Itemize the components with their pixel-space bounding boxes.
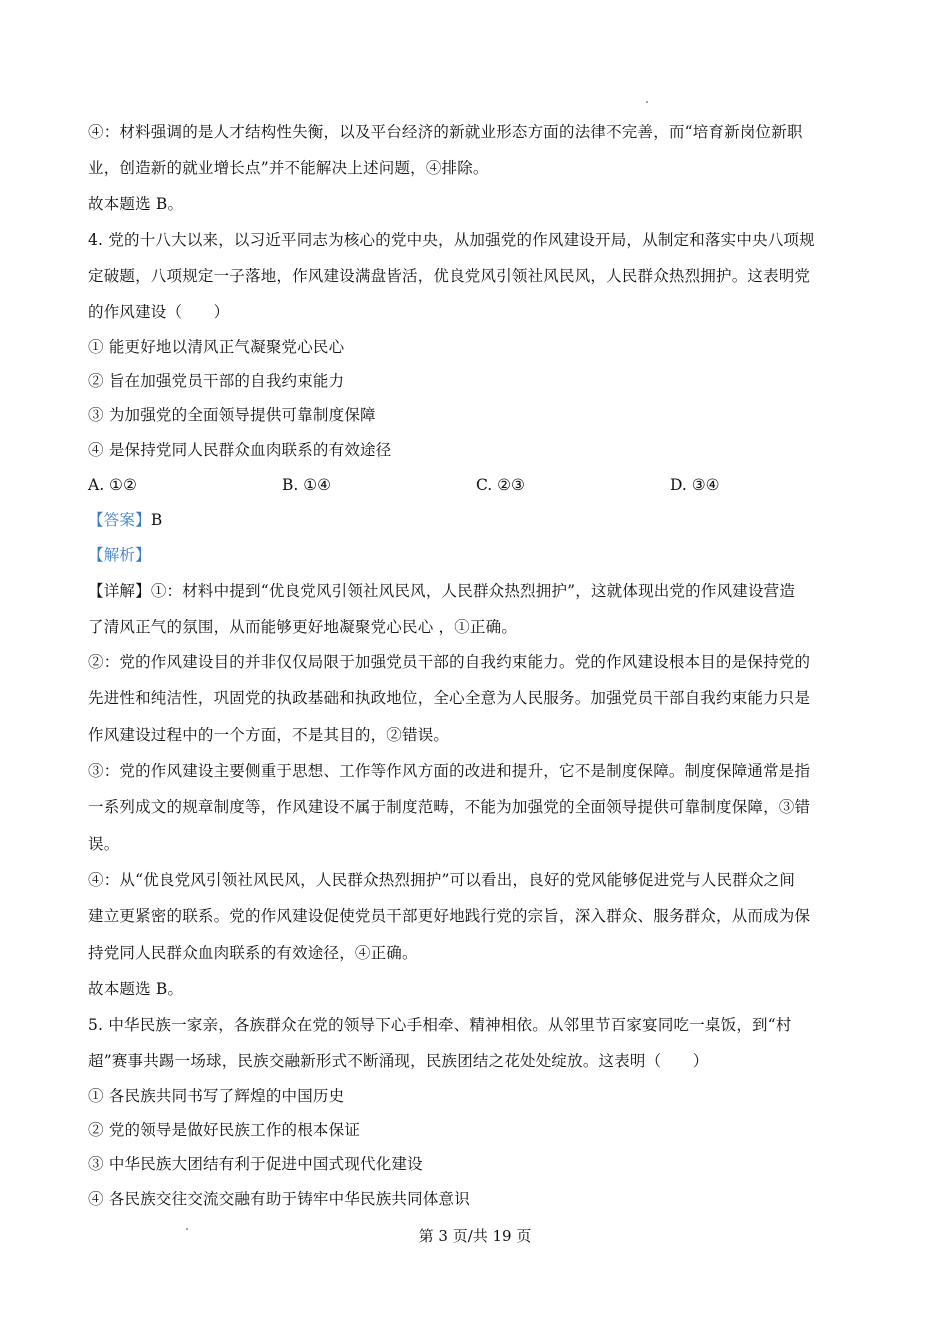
q4-answer — [88, 510, 863, 530]
answer-value: B — [150, 511, 163, 529]
q4-detail-1-line2: 了清风正气的氛围，从而能够更好地凝聚党心民心 ，①正确。 — [88, 618, 518, 636]
q4-option-d: D. ③④ — [670, 476, 720, 494]
q5-stem-line2: 超”赛事共踢一场球，民族交融新形式不断涌现，民族团结之花处处绽放。这表明（ ） — [88, 1052, 709, 1070]
q5-item-2: ② 党的领导是做好民族工作的根本保证 — [88, 1121, 361, 1139]
q4-detail-1-line1 — [88, 581, 863, 601]
analysis-tag: 【解析】 — [88, 546, 151, 564]
page-footer: 第 3 页/共 19 页 — [418, 1227, 532, 1245]
q4-option-c: C. ②③ — [476, 476, 525, 494]
scan-dot — [646, 101, 648, 103]
q4-detail-2-line3: 作风建设过程中的一个方面，不是其目的，②错误。 — [88, 726, 450, 744]
q5-item-3: ③ 中华民族大团结有利于促进中国式现代化建设 — [88, 1155, 423, 1173]
q4-analysis — [88, 545, 863, 565]
q4-stem-line1: 4. 党的十八大以来，以习近平同志为核心的党中央，从加强党的作风建设开局，从制定和落实中央八项规 — [88, 231, 815, 249]
q4-item-1: ① 能更好地以清风正气凝聚党心民心 — [88, 338, 345, 356]
prev-item4-line2: 业，创造新的就业增长点”并不能解决上述问题，④排除。 — [88, 159, 489, 177]
q4-detail-2-line1: ②：党的作风建设目的并非仅仅局限于加强党员干部的自我约束能力。党的作风建设根本目的是保持党的 — [88, 653, 811, 671]
q4-stem-line3: 的作风建设（ ） — [88, 303, 230, 321]
q5-stem-line1: 5. 中华民族一家亲，各族群众在党的领导下心手相牵、精神相依。从邻里节百家宴同吃一桌饭，到“村 — [88, 1016, 792, 1034]
q4-detail-3-line2: 一系列成文的规章制度等，作风建设不属于制度范畴，不能为加强党的全面领导提供可靠制度保障，③错 — [88, 798, 811, 816]
q4-detail-3-line3: 误。 — [88, 835, 120, 853]
q4-detail-4-line1: ④：从“优良党风引领社风民风，人民群众热烈拥护”可以看出，良好的党风能够促进党与人民群众之间 — [88, 871, 796, 889]
q4-item-4: ④ 是保持党同人民群众血肉联系的有效途径 — [88, 441, 392, 459]
q4-detail-3-line1: ③：党的作风建设主要侧重于思想、工作等作风方面的改进和提升，它不是制度保障。制度保障通常是指 — [88, 762, 811, 780]
q4-detail-2-line2: 先进性和纯洁性，巩固党的执政基础和执政地位，全心全意为人民服务。加强党员干部自我约束能力只是 — [88, 689, 811, 707]
prev-conclusion: 故本题选 B。 — [88, 195, 184, 213]
q4-option-a: A. ①② — [88, 476, 137, 494]
answer-tag: 【答案】 — [88, 511, 151, 529]
q5-item-4: ④ 各民族交往交流交融有助于铸牢中华民族共同体意识 — [88, 1190, 470, 1208]
detail-1-text: ①：材料中提到“优良党风引领社风民风，人民群众热烈拥护”，这就体现出党的作风建设营造 — [150, 582, 796, 600]
detail-tag: 【详解】 — [88, 582, 151, 600]
q4-item-2: ② 旨在加强党员干部的自我约束能力 — [88, 372, 345, 390]
q4-stem-line2: 定破题，八项规定一子落地，作风建设满盘皆活，优良党风引领社风民风，人民群众热烈拥护。这表明党 — [88, 267, 811, 285]
q5-item-1: ① 各民族共同书写了辉煌的中国历史 — [88, 1087, 345, 1105]
q4-detail-4-line3: 持党同人民群众血肉联系的有效途径，④正确。 — [88, 944, 418, 962]
q4-item-3: ③ 为加强党的全面领导提供可靠制度保障 — [88, 406, 376, 424]
prev-item4-line1: ④：材料强调的是人才结构性失衡，以及平台经济的新就业形态方面的法律不完善，而“培育新岗位新职 — [88, 123, 803, 141]
q4-detail-4-line2: 建立更紧密的联系。党的作风建设促使党员干部更好地践行党的宗旨，深入群众、服务群众，从而成为保 — [88, 907, 811, 925]
q4-option-b: B. ①④ — [282, 476, 332, 494]
q4-conclusion: 故本题选 B。 — [88, 980, 184, 998]
